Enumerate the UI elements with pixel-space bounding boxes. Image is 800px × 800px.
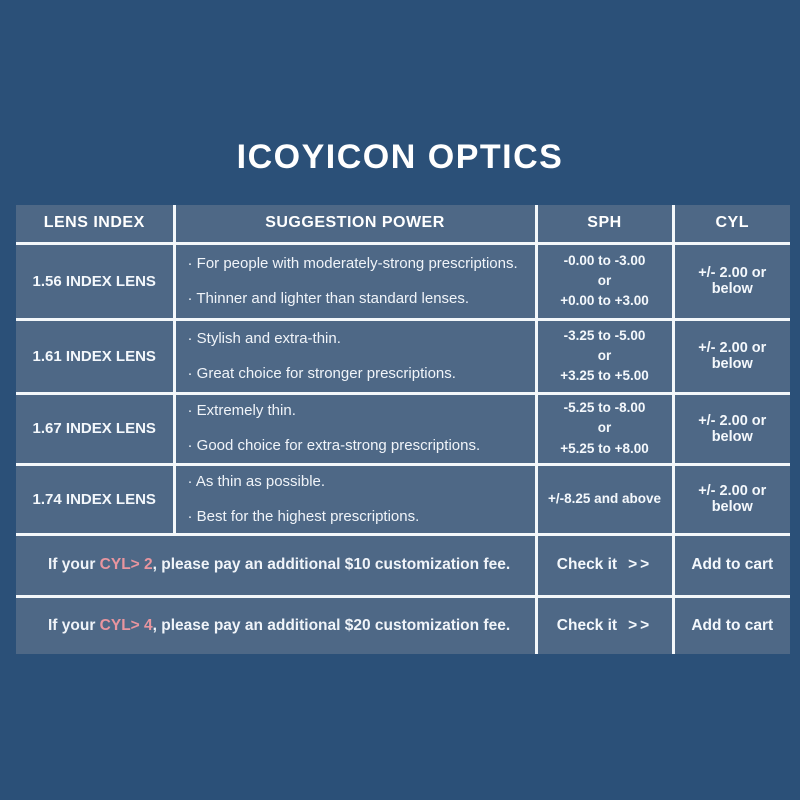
fee-text-prefix: If your [48,556,100,573]
suggestion-cell [174,319,536,393]
table-row [16,319,790,393]
cyl-cell: +/- 2.00 or below [673,393,790,464]
fee-cyl-highlight: CYL> 2 [99,556,153,573]
cyl-cell: +/- 2.00 or below [673,319,790,393]
sph-line: or [597,420,612,436]
fee-row [16,596,790,654]
sph-cell [536,464,673,534]
check-it-label: Check it [556,556,618,573]
sph-line: or [597,272,612,288]
fee-cyl-highlight: CYL> 4 [99,616,153,634]
sph-line: -5.25 to -8.00 [563,400,646,416]
fee-notice [16,596,536,654]
sph-line: -3.25 to -5.00 [563,327,646,343]
sph-cell [536,319,673,393]
sph-line: or [597,347,612,363]
suggestion-point: · Best for the highest prescriptions. [187,507,420,525]
fee-text-suffix: , please pay an additional $10 customization fee. [152,556,511,573]
chevron-right-icon: >> [628,616,653,634]
sph-cell [536,243,673,319]
suggestion-point: · For people with moderately-strong prescriptions. [187,254,518,272]
lens-index-value: 1.56 INDEX LENS [16,243,174,319]
sph-line: +5.25 to +8.00 [560,440,649,456]
table-row [16,393,790,464]
fee-text-suffix: , please pay an additional $20 customization fee. [152,616,511,634]
lens-index-value: 1.67 INDEX LENS [16,393,174,464]
suggestion-point: · Good choice for extra-strong prescriptions. [187,437,481,454]
sph-line: +3.25 to +5.00 [560,368,649,384]
fee-notice [16,534,536,596]
table-row [16,464,790,534]
suggestion-cell [174,243,536,319]
add-to-cart-button[interactable]: Add to cart [673,534,790,596]
suggestion-point: · Stylish and extra-thin. [187,329,341,347]
header-suggestion-power: SUGGESTION POWER [174,205,536,243]
chevron-right-icon: >> [628,556,653,573]
cyl-cell: +/- 2.00 or below [673,464,790,534]
header-cyl: CYL [673,205,790,243]
header-row [16,205,790,243]
page-title: ICOYICON OPTICS [236,138,564,176]
check-it-button[interactable] [536,534,673,596]
suggestion-point: · Thinner and lighter than standard lenses. [187,289,470,307]
lens-index-value: 1.61 INDEX LENS [16,319,174,393]
fee-row [16,534,790,596]
check-it-label: Check it [556,616,618,634]
sph-line: +/-8.25 and above [548,490,661,506]
cyl-cell: +/- 2.00 or below [673,243,790,319]
table-row [16,243,790,319]
header-sph: SPH [536,205,673,243]
sph-cell [536,393,673,464]
suggestion-point: · As thin as possible. [187,472,326,490]
sph-line: +0.00 to +3.00 [560,293,649,309]
suggestion-point: · Great choice for stronger prescriptions. [187,364,456,382]
add-to-cart-button[interactable]: Add to cart [673,596,790,654]
sph-line: -0.00 to -3.00 [563,252,646,268]
suggestion-point: · Extremely thin. [187,402,296,419]
suggestion-cell [174,464,536,534]
fee-text-prefix: If your [48,616,100,634]
check-it-button[interactable] [536,596,673,654]
suggestion-cell [174,393,536,464]
lens-comparison-table [16,205,790,654]
header-lens-index: LENS INDEX [16,205,174,243]
lens-index-value: 1.74 INDEX LENS [16,464,174,534]
